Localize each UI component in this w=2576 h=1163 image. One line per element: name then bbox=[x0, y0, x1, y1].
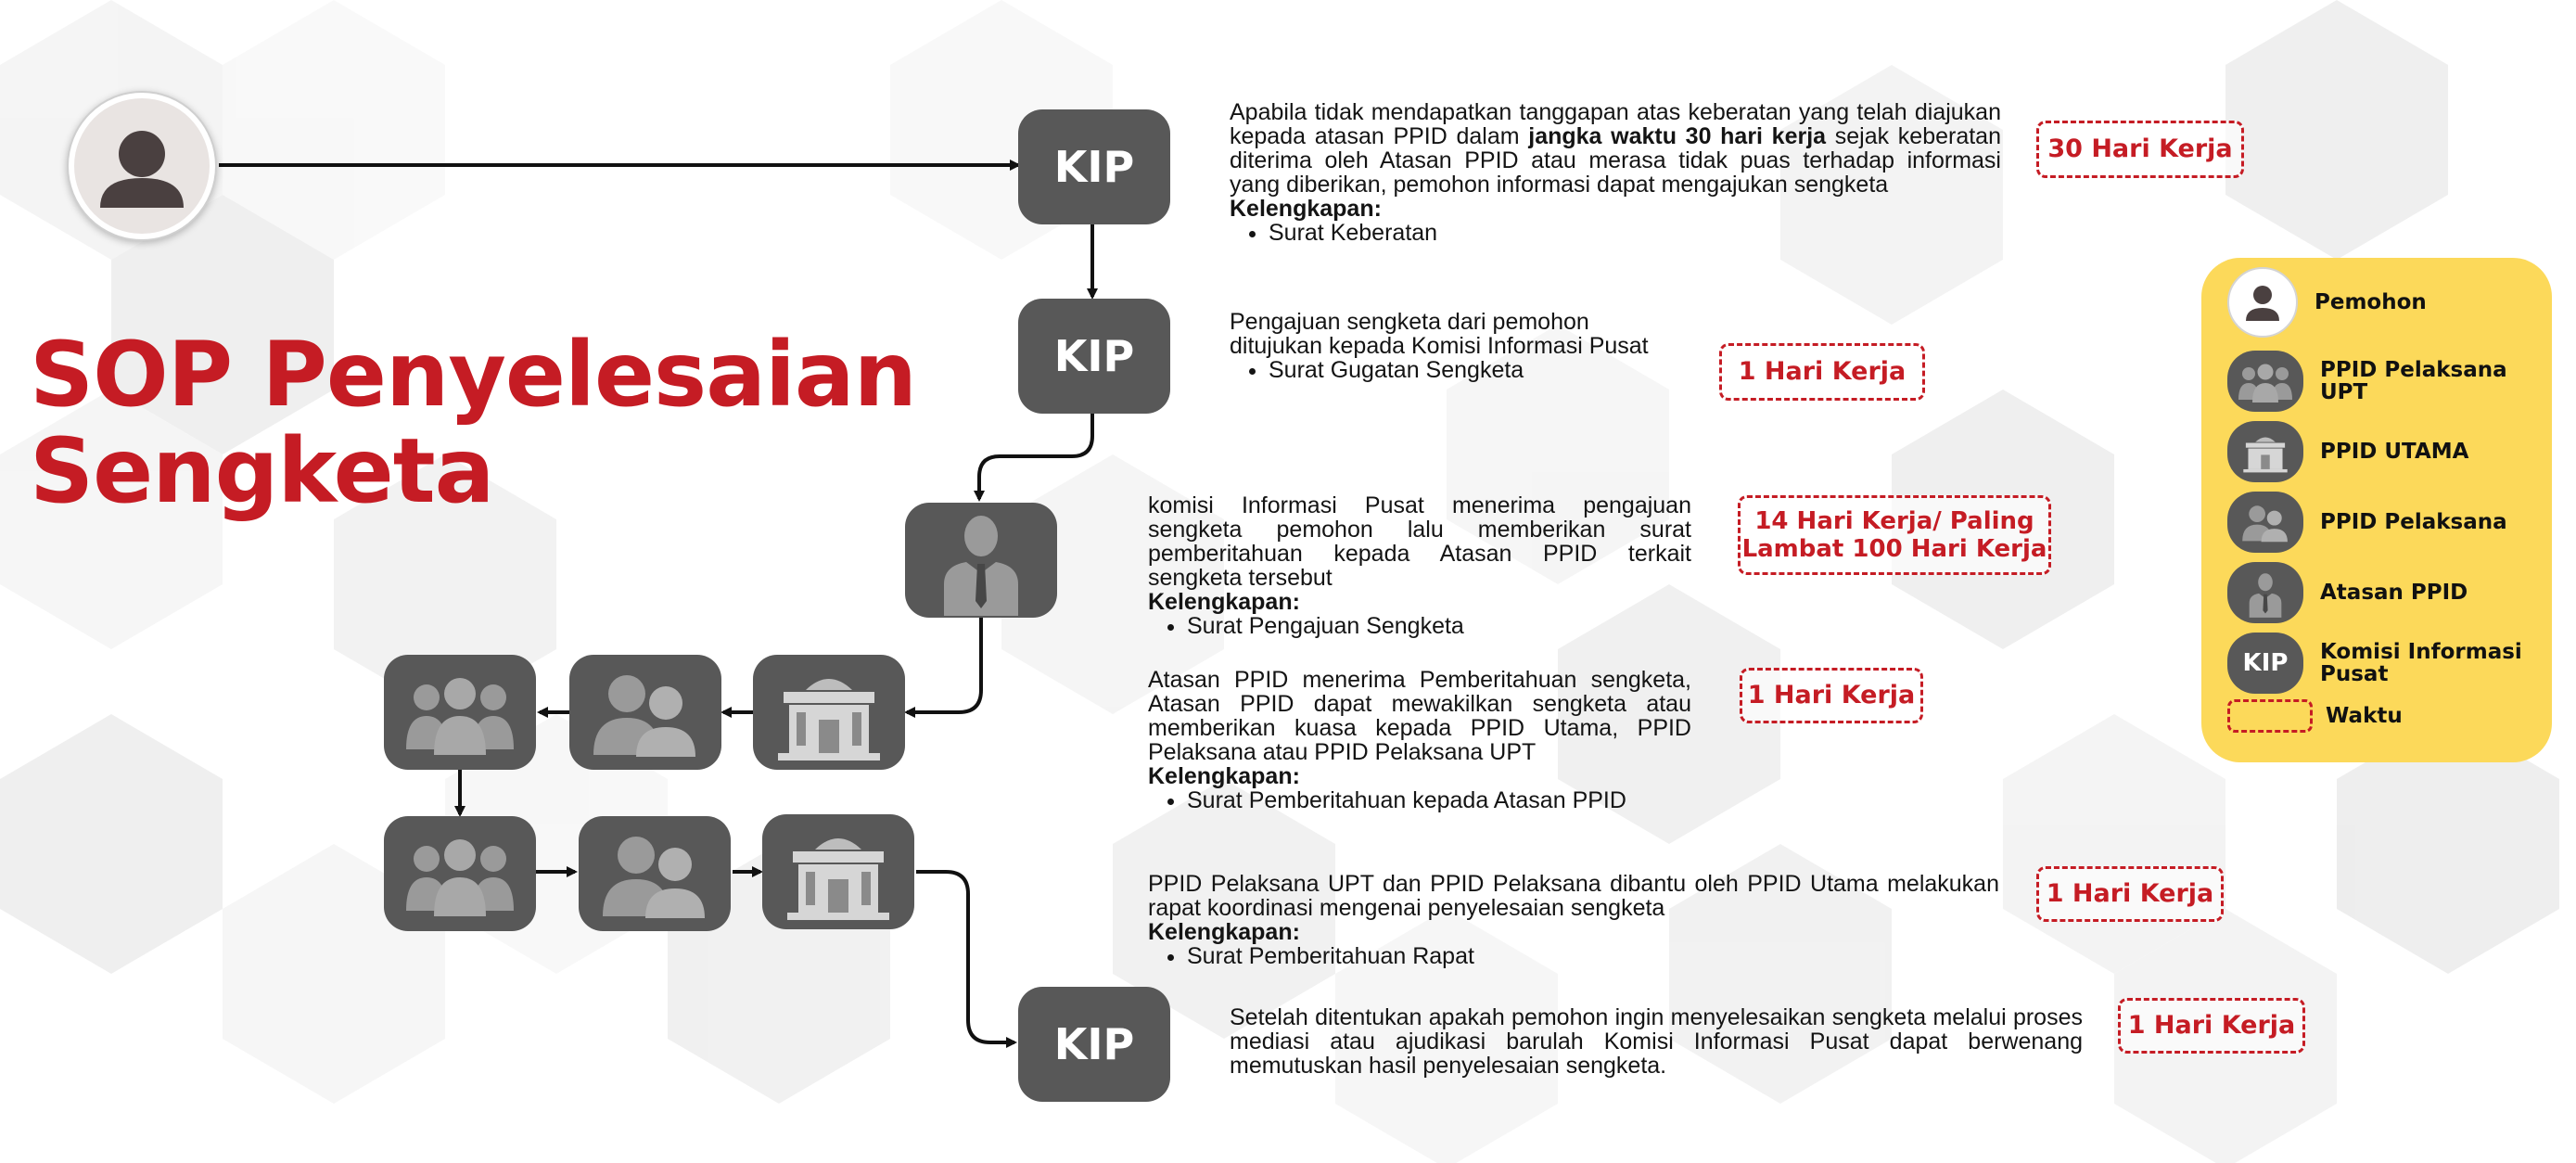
legend-item-pelaksana-upt bbox=[2227, 351, 2524, 412]
group-icon bbox=[395, 827, 525, 920]
step-4-body: Atasan PPID menerima Pemberitahuan sengketa, Atasan PPID dapat mewakilkan sengketa atau memberikan kuasa kepada PPID Utama, PPID Pelaksana atau PPID Pelaksana UPT bbox=[1148, 667, 1691, 765]
step-3-item: • Surat Pengajuan Sengketa bbox=[1187, 614, 1691, 638]
step-4-item: • Surat Pemberitahuan kepada Atasan PPID bbox=[1187, 788, 1691, 812]
title-line-2: Sengketa bbox=[30, 419, 494, 523]
step-5-body: PPID Pelaksana UPT dan PPID Pelaksana dibantu oleh PPID Utama melakukan rapat koordinasi mengenai penyelesaian sengketa bbox=[1148, 871, 1999, 921]
pair-icon bbox=[580, 666, 710, 759]
page-title bbox=[30, 323, 938, 523]
arrow-utama-kip bbox=[916, 872, 1014, 1042]
time-box-label: 1 Hari Kerja bbox=[2046, 879, 2214, 908]
kip-icon-label: KIP bbox=[2242, 649, 2289, 677]
kip-node-label: KIP bbox=[1053, 331, 1135, 381]
step-6-text bbox=[1230, 1005, 2083, 1078]
ppid-pelaksana-node bbox=[569, 655, 721, 770]
legend-label: PPID Pelaksana bbox=[2320, 510, 2507, 534]
businessman-icon bbox=[2227, 562, 2303, 623]
pair-icon bbox=[2227, 492, 2303, 553]
kip-node-label: KIP bbox=[1053, 1019, 1135, 1069]
person-icon bbox=[74, 98, 210, 234]
time-box-1 bbox=[2036, 121, 2244, 178]
kip-node-label: KIP bbox=[1053, 142, 1135, 192]
time-box-4 bbox=[1740, 668, 1923, 723]
pair-icon bbox=[590, 827, 720, 920]
legend-item-pelaksana bbox=[2227, 492, 2524, 553]
time-box-5 bbox=[2036, 866, 2224, 922]
title-line-1: SOP Penyelesaian bbox=[30, 323, 916, 427]
arrow-atasan-utama bbox=[907, 618, 981, 712]
step-1-text bbox=[1230, 100, 2001, 245]
legend-item-utama bbox=[2227, 421, 2524, 482]
step-4-kelengkapan: Kelengkapan: bbox=[1148, 763, 1300, 789]
businessman-icon bbox=[925, 505, 1037, 616]
step-1-kelengkapan: Kelengkapan: bbox=[1230, 196, 1382, 222]
step-1-bold: jangka waktu 30 hari kerja bbox=[1528, 123, 1827, 149]
legend-item-atasan bbox=[2227, 562, 2524, 623]
kip-icon bbox=[2227, 633, 2303, 694]
time-box-2 bbox=[1719, 343, 1925, 401]
ppid-utama-node bbox=[753, 655, 905, 770]
step-5-kelengkapan: Kelengkapan: bbox=[1148, 919, 1300, 945]
person-icon bbox=[2227, 267, 2298, 338]
time-box-3 bbox=[1738, 495, 2051, 575]
step-1-item: • Surat Keberatan bbox=[1269, 221, 2001, 245]
pemohon-avatar bbox=[67, 91, 217, 241]
group-icon bbox=[395, 666, 525, 759]
kip-node-3 bbox=[1018, 987, 1170, 1102]
legend-item-kip bbox=[2227, 633, 2524, 694]
step-1-pre: Apabila tidak mendapatkan tanggapan atas keberatan yang telah diajukan kepada atasan PPID dalam bbox=[1230, 99, 2001, 149]
legend-label: PPID UTAMA bbox=[2320, 440, 2469, 464]
step-3-text bbox=[1148, 493, 1691, 638]
legend-label: Waktu bbox=[2326, 704, 2403, 728]
atasan-ppid-node bbox=[905, 503, 1057, 618]
legend-panel bbox=[2201, 258, 2552, 762]
group-icon bbox=[2227, 351, 2303, 412]
step-3-kelengkapan: Kelengkapan: bbox=[1148, 589, 1300, 615]
dashed-box-icon bbox=[2227, 699, 2313, 733]
kip-node-2 bbox=[1018, 299, 1170, 414]
legend-item-pemohon bbox=[2227, 267, 2519, 338]
kip-node-1 bbox=[1018, 109, 1170, 224]
step-3-body: komisi Informasi Pusat menerima pengajuan sengketa pemohon lalu memberikan surat pemberitahuan kepada Atasan PPID terkait sengketa tersebut bbox=[1148, 492, 1691, 591]
step-2-text bbox=[1230, 310, 1665, 382]
legend-label: Pemohon bbox=[2315, 290, 2427, 314]
time-box-label: 30 Hari Kerja bbox=[2047, 134, 2233, 163]
time-box-label: 1 Hari Kerja bbox=[1747, 681, 1916, 709]
time-box-label: 1 Hari Kerja bbox=[1738, 357, 1906, 386]
time-box-label: 1 Hari Kerja bbox=[2127, 1011, 2296, 1040]
step-2-body: Pengajuan sengketa dari pemohon ditujukan kepada Komisi Informasi Pusat bbox=[1230, 309, 1649, 359]
building-icon bbox=[769, 662, 889, 762]
arrow-kip-atasan bbox=[979, 414, 1092, 499]
step-2-item: • Surat Gugatan Sengketa bbox=[1269, 358, 1665, 382]
step-4-text bbox=[1148, 668, 1691, 812]
legend-label: PPID Pelaksana UPT bbox=[2320, 358, 2507, 404]
legend-label: Komisi Informasi Pusat bbox=[2320, 640, 2522, 686]
ppid-pelaksana-upt-node bbox=[384, 655, 536, 770]
time-box-label: 14 Hari Kerja/ Paling Lambat 100 Hari Kerja bbox=[1741, 507, 2047, 563]
legend-item-waktu bbox=[2227, 699, 2530, 733]
legend-label: Atasan PPID bbox=[2320, 581, 2468, 605]
step-1-post: sejak keberatan diterima oleh Atasan PPID atau merasa tidak puas terhadap informasi yang diberikan, pemohon informasi dapat mengajukan sengketa bbox=[1230, 123, 2001, 198]
ppid-pelaksana-upt-node-2 bbox=[384, 816, 536, 931]
time-box-6 bbox=[2118, 998, 2305, 1054]
step-5-item: • Surat Pemberitahuan Rapat bbox=[1187, 944, 1999, 968]
building-icon bbox=[778, 822, 899, 922]
ppid-pelaksana-node-2 bbox=[579, 816, 731, 931]
ppid-utama-node-2 bbox=[762, 814, 914, 929]
step-6-body: Setelah ditentukan apakah pemohon ingin menyelesaikan sengketa melalui proses mediasi atau ajudikasi barulah Komisi Informasi Pusat dapat berwenang memutuskan hasil penyelesaian sengketa. bbox=[1230, 1004, 2083, 1079]
building-icon bbox=[2227, 421, 2303, 482]
step-5-text bbox=[1148, 872, 1999, 968]
